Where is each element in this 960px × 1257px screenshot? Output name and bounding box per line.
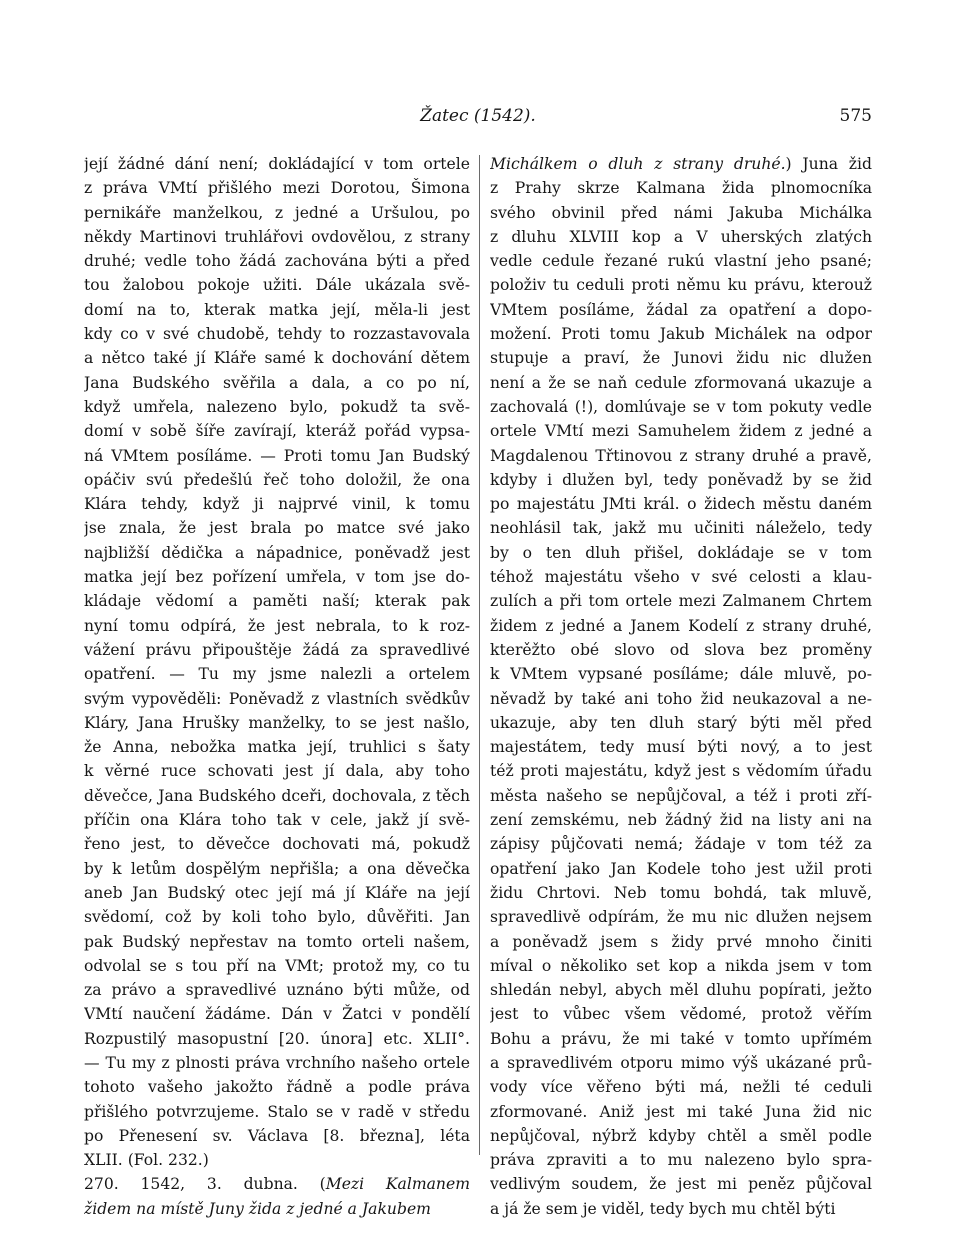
- line-text: téhož majestátu všeho v své celosti a klau-: [490, 568, 872, 587]
- line-text: po Přenesení sv. Václava [8. března], léta: [84, 1126, 470, 1145]
- text-line: [84, 662, 470, 686]
- text-line: [490, 881, 872, 905]
- line-text: Klára tehdy, když ji najprvé vinil, k tomu: [84, 495, 470, 514]
- text-line: [490, 395, 872, 419]
- line-text: z Prahy skrze Kalmana žida plnomocníka: [490, 179, 872, 198]
- text-line: [84, 541, 470, 565]
- line-text: zachovalá (!), domlúvaje se v tom pokuty vedle: [490, 397, 872, 416]
- line-text: míval o několiko set kop a nikda jsem v tom: [490, 956, 872, 975]
- line-text: zformované. Aniž jest mi také Juna žid nic: [490, 1102, 872, 1121]
- text-line: [84, 565, 470, 589]
- text-line: [490, 589, 872, 613]
- text-line: [84, 978, 470, 1002]
- line-text: přišlého potvrzujeme. Stalo se v radě v středu: [84, 1102, 470, 1121]
- line-text: majestátem, tedy musí býti nový, a to jest: [490, 738, 872, 757]
- text-line: [84, 589, 470, 613]
- line-text: když umřela, nalezeno bylo, pokudž ta svě-: [84, 397, 470, 416]
- line-text: VMtí naučení žádáme. Dán v Žatci v pondělí: [84, 1005, 470, 1024]
- line-text: někdy Martinovi truhlářovi ovdovělou, z strany: [84, 227, 470, 246]
- text-line: [490, 1051, 872, 1075]
- text-line: [490, 249, 872, 273]
- text-line: [490, 1075, 872, 1099]
- text-line: [490, 857, 872, 881]
- text-line: [84, 298, 470, 322]
- line-text: najbližší dědička a nápadnice, poněvadž jest: [84, 543, 470, 562]
- line-text: by k letům dospělým nepřišla; a ona děvečka: [84, 859, 470, 878]
- right-text-column: [490, 152, 872, 1221]
- text-line: [84, 930, 470, 954]
- line-text: spravedlivě odpírám, že mu nic dlužen nejsem: [490, 908, 872, 927]
- line-text: položiv tu ceduli proti němu ku právu, kterouž: [490, 276, 872, 295]
- text-line: [490, 541, 872, 565]
- line-text: Bohu a právu, že mi také v tomto upřímém: [490, 1029, 872, 1048]
- line-text: pernikáře manželkou, z jedné a Uršulou, po: [84, 203, 470, 222]
- text-line: [490, 516, 872, 540]
- text-line: [84, 735, 470, 759]
- text-line: [84, 419, 470, 443]
- line-text: zení zemskému, neb žádný žid na listy ani na: [490, 811, 872, 830]
- line-text: by o ten dluh přišel, dokládaje se v tom: [490, 543, 872, 562]
- text-line: [490, 176, 872, 200]
- text-line: [490, 152, 872, 176]
- text-line: [490, 1197, 872, 1221]
- text-line: [84, 857, 470, 881]
- page-number: 575: [839, 106, 872, 126]
- line-text: Magdalenou Třtinovou z strany druhé a pravě,: [490, 446, 872, 465]
- text-line: [490, 711, 872, 735]
- line-text: Jana Budského svěřila a dala, a co po ní,: [84, 373, 470, 392]
- line-text: opatření. — Tu my jsme nalezli a ortelem: [84, 665, 470, 684]
- line-text: tou žalobou pokoje užiti. Dále ukázala svě-: [84, 276, 470, 295]
- text-line: [490, 492, 872, 516]
- line-text: odvolal se s tou pří na VMt; protož my, co tu: [84, 956, 470, 975]
- text-line: [84, 1148, 470, 1172]
- line-text: z dluhu XLVIII kop a V uherských zlatých: [490, 227, 872, 246]
- text-line: [490, 371, 872, 395]
- line-text: a poněvadž jsem s židy prvé mnoho činiti: [490, 932, 872, 951]
- text-line: [84, 225, 470, 249]
- text-line: [84, 1027, 470, 1051]
- line-text: vody více věřeno býti má, nežli té ceduli: [490, 1078, 872, 1097]
- running-head-title: Žatec (1542).: [420, 106, 536, 126]
- text-line: [84, 444, 470, 468]
- line-text: též proti majestátu, když jest s vědomím úřadu: [490, 762, 872, 781]
- text-line: [84, 516, 470, 540]
- text-line: [490, 784, 872, 808]
- line-text: vedle cedule řezané rukú vlastní jeho psané;: [490, 252, 872, 271]
- line-text: tohoto vašeho jakožto řádně a podle práva: [84, 1078, 470, 1097]
- text-line: [84, 881, 470, 905]
- line-text: z práva VMtí přišlého mezi Dorotou, Šimona: [84, 179, 470, 198]
- text-line: [84, 468, 470, 492]
- line-italic-text: Michálkem o dluh z strany druhé.: [490, 155, 786, 173]
- line-text: matka její bez pořízení umřela, v tom jse do-: [84, 568, 470, 587]
- text-line: [84, 176, 470, 200]
- text-line: [490, 1172, 872, 1196]
- text-line: [84, 1100, 470, 1124]
- text-line: [84, 638, 470, 662]
- text-line: [84, 152, 470, 176]
- text-line: [490, 662, 872, 686]
- line-text: Kláry, Jana Hrušky manželky, to se jest našlo,: [84, 713, 470, 732]
- text-line: [84, 954, 470, 978]
- line-text: jse znala, že jest brala po matce své jako: [84, 519, 470, 538]
- text-line: [490, 565, 872, 589]
- line-text: židu Chrtovi. Neb tomu bohdá, tak mluvě,: [490, 883, 872, 902]
- text-line: [490, 1124, 872, 1148]
- text-line: [84, 808, 470, 832]
- line-text: ) Juna žid: [785, 155, 872, 173]
- line-text: aneb Jan Budský otec její má jí Kláře na její: [84, 883, 470, 902]
- line-text: a já že sem je viděl, tedy bych mu chtěl býti: [490, 1199, 836, 1218]
- text-line: [490, 687, 872, 711]
- line-text: — Tu my z plnosti práva vrchního našeho ortele: [84, 1053, 470, 1072]
- text-line: [84, 322, 470, 346]
- line-text: děvečce, Jana Budského dceři, dochovala, z těch: [84, 786, 470, 805]
- line-italic-text: Mezi Kalmanem: [325, 1175, 470, 1194]
- running-head: [84, 106, 872, 134]
- line-text: možení. Proti tomu Jakub Michálek na odpor: [490, 325, 872, 344]
- line-text: její žádné dání není; dokládající v tom ortele: [84, 155, 470, 173]
- text-line: [490, 905, 872, 929]
- text-line: [84, 346, 470, 370]
- line-text: města našeho se nepůjčoval, a též i proti zří-: [490, 786, 872, 805]
- line-text: ná VMtem posíláme. — Proti tomu Jan Budský: [84, 446, 470, 465]
- text-line: [490, 444, 872, 468]
- text-line: [490, 614, 872, 638]
- text-line: [84, 1002, 470, 1026]
- line-text: k VMtem vypsané posíláme; dále mluvě, po-: [490, 665, 872, 684]
- text-line: [84, 784, 470, 808]
- line-text: zápisy půjčovati nemá; žádaje v tom též za: [490, 835, 872, 854]
- text-line: [490, 298, 872, 322]
- text-line: [490, 832, 872, 856]
- column-divider: [479, 155, 480, 1155]
- line-text: opáčiv svú předešlú řeč toho doložil, že ona: [84, 470, 470, 489]
- line-text: a nětco také jí Kláře samé k dochování dětem: [84, 349, 470, 368]
- line-text: řeno jest, to děvečce dochovati má, pokudž: [84, 835, 470, 854]
- line-text: shledán nebyl, abych měl dluhu popírati, ježto: [490, 981, 872, 1000]
- text-line: [84, 1197, 470, 1221]
- line-text: XLII. (Fol. 232.): [84, 1151, 209, 1170]
- text-line: [490, 1148, 872, 1172]
- text-line: [84, 711, 470, 735]
- line-text: vážení právu připouštěje žádá za spravedlivé: [84, 640, 470, 659]
- line-text: svého obvinil před námi Jakuba Michálka: [490, 203, 872, 222]
- text-line: [490, 808, 872, 832]
- line-text: práva zpraviti a to mu nalezeno bylo spra-: [490, 1151, 872, 1170]
- text-line: [490, 346, 872, 370]
- text-line: [490, 468, 872, 492]
- line-text: VMtem posíláme, žádal za opatření a dopo-: [490, 300, 872, 319]
- text-line: [490, 1100, 872, 1124]
- text-line: [84, 905, 470, 929]
- line-text: že Anna, nebožka matka její, truhlici s šaty: [84, 738, 470, 757]
- text-line: [490, 930, 872, 954]
- line-text: 270. 1542, 3. dubna. (: [84, 1175, 326, 1194]
- line-text: kdyby i dlužen byl, tedy poněvadž by se žid: [490, 470, 872, 489]
- left-text-column: [84, 152, 470, 1221]
- text-line: [84, 1124, 470, 1148]
- line-text: svým vypověděli: Poněvadž z vlastních svědkův: [84, 689, 470, 708]
- line-text: domí v sobě šíře zavírají, kteráž pořád vypsa-: [84, 422, 470, 441]
- line-text: nyní tomu odpírá, že jest nebrala, to k roz-: [84, 616, 470, 635]
- line-text: neohlásil tak, jakž mu učiniti náleželo, tedy: [490, 519, 872, 538]
- line-text: příčin ona Klára toho tak v cele, jakž jí svě-: [84, 811, 470, 830]
- text-line: [84, 395, 470, 419]
- text-line: [84, 1051, 470, 1075]
- line-text: Rozpustilý masopustní [20. února] etc. XLII°.: [84, 1029, 470, 1048]
- text-line: [490, 1002, 872, 1026]
- line-text: ortele VMtí mezi Samuhelem židem z jedné a: [490, 422, 872, 441]
- text-line: [490, 225, 872, 249]
- text-line: [490, 735, 872, 759]
- line-text: kterěžto obé slovo od slova bez proměny: [490, 640, 872, 659]
- line-text: domí na to, kterak matka její, měla-li jest: [84, 300, 470, 319]
- text-line: [490, 322, 872, 346]
- text-line: [490, 638, 872, 662]
- line-text: za právo a spravedlivé uznáno býti může, od: [84, 981, 470, 1000]
- line-text: vedlivým soudem, že jest mi peněz půjčoval: [490, 1175, 872, 1194]
- line-text: ukazuje, aby ten dluh starý býti měl před: [490, 713, 872, 732]
- line-text: druhé; vedle toho žádá zachována býti a před: [84, 252, 470, 271]
- text-line: [490, 419, 872, 443]
- line-text: k věrné ruce schovati jest jí dala, aby toho: [84, 762, 470, 781]
- text-line: [84, 249, 470, 273]
- text-line: [490, 954, 872, 978]
- line-text: není a že se naň cedule zformovaná ukazuje a: [490, 373, 872, 392]
- line-text: něvadž by také ani toho žid neukazoval a ne-: [490, 689, 872, 708]
- text-line: [490, 1027, 872, 1051]
- line-text: kdy co v své chudobě, tehdy to rozzastavovala: [84, 325, 470, 344]
- text-line: [490, 759, 872, 783]
- text-line: [84, 832, 470, 856]
- line-italic-text: židem na místě Juny žida z jedné a Jakubem: [84, 1199, 431, 1218]
- text-line: [84, 273, 470, 297]
- text-line: [84, 1075, 470, 1099]
- text-line: [84, 371, 470, 395]
- line-text: židem z jedné a Janem Kodelí z strany druhé,: [490, 616, 872, 635]
- text-line: [84, 201, 470, 225]
- text-line: [84, 759, 470, 783]
- line-text: opatření jako Jan Kodele toho jest užil proti: [490, 859, 872, 878]
- text-line: [490, 978, 872, 1002]
- line-text: nepůjčoval, nýbrž kdyby chtěl a směl podle: [490, 1126, 872, 1145]
- line-text: pak Budský nepřestav na tomto orteli našem,: [84, 932, 470, 951]
- line-text: jest to vůbec všem vědomé, protož věřím: [490, 1005, 872, 1024]
- text-line: [490, 201, 872, 225]
- line-text: kládaje vědomí a paměti naší; kterak pak: [84, 592, 470, 611]
- line-text: zulích a při tom ortele mezi Zalmanem Chrtem: [490, 592, 872, 611]
- text-line: [84, 1172, 470, 1196]
- line-text: a spravedlivém otporu mimo výš ukázané prů-: [490, 1053, 872, 1072]
- text-line: [84, 687, 470, 711]
- line-text: stupuje a praví, že Junovi židu nic dlužen: [490, 349, 872, 368]
- text-line: [490, 273, 872, 297]
- line-text: po majestátu JMti král. o židech městu daném: [490, 495, 872, 514]
- text-line: [84, 492, 470, 516]
- line-text: svědomí, což by koli toho bylo, důvěřiti. Jan: [84, 908, 470, 927]
- text-line: [84, 614, 470, 638]
